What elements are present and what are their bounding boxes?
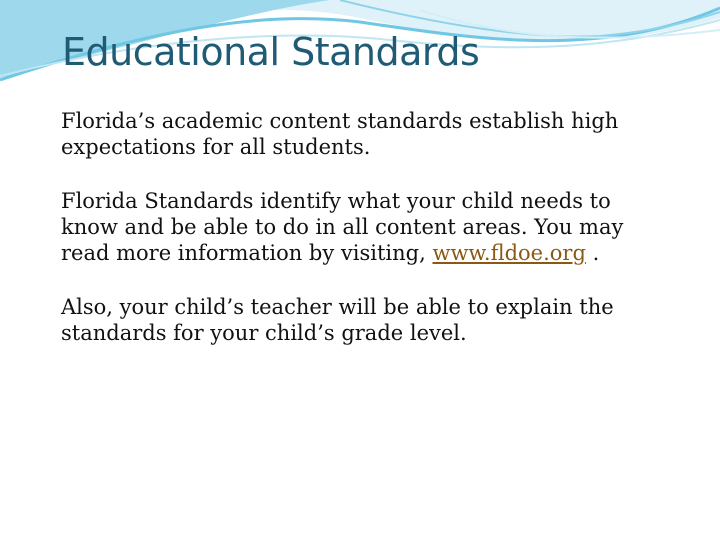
paragraph-3-text: Also, your child’s teacher will be able to explain the standards for your child’s grade level. bbox=[61, 295, 614, 345]
paragraph-1 bbox=[61, 108, 661, 160]
paragraph-1-text: Florida’s academic content standards establish high expectations for all students. bbox=[61, 109, 619, 159]
paragraph-2 bbox=[61, 188, 661, 266]
paragraph-2-trailing: . bbox=[585, 241, 600, 265]
paragraph-2-text: Florida Standards identify what your child needs to know and be able to do in all content areas. You may read more information by visiting, bbox=[61, 189, 624, 265]
slide-body bbox=[61, 108, 661, 374]
slide-title: Educational Standards bbox=[62, 30, 480, 74]
paragraph-3 bbox=[61, 294, 661, 346]
fldoe-link[interactable]: www.fldoe.org bbox=[432, 241, 586, 265]
